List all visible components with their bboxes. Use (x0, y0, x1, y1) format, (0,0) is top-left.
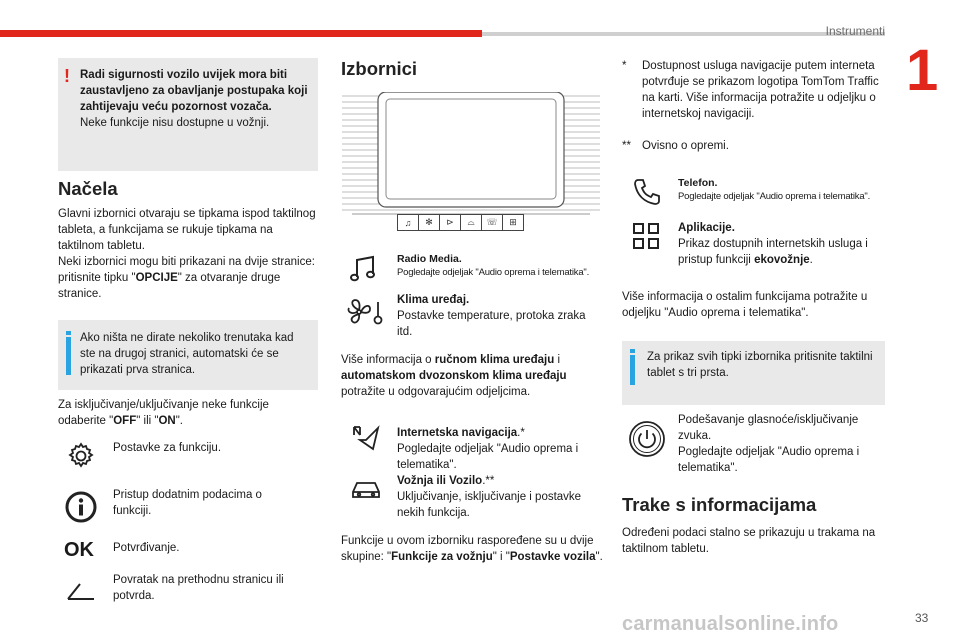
groups-mid: " i " (492, 551, 510, 563)
back-arrow-icon (64, 578, 96, 604)
header-red-bar (0, 30, 482, 37)
nav-sup: .* (517, 427, 525, 439)
klima-more-manual: ručnom klima uređaju (434, 354, 555, 366)
screen-nav-button: ⊳ (439, 214, 461, 231)
screen-car-button: ⌓ (460, 214, 482, 231)
section-name: Instrumenti (825, 24, 885, 38)
info-label: Pristup dodatnim podacima o funkciji. (113, 489, 262, 517)
vozilo-sup: .** (482, 475, 495, 487)
aplikacije-desc-end: . (809, 254, 813, 266)
note-star2-mark: ** (622, 140, 631, 152)
more-functions-text: Više informacija o ostalim funkcijama potražite u odjeljku "Audio oprema i telematika". (622, 291, 868, 319)
aplikacije-desc-a: Prikaz dostupnih internetskih usluga i pristup funkciji (678, 238, 868, 266)
izbornici-title: Izbornici (341, 58, 418, 79)
groups-end: ". (595, 551, 603, 563)
aplikacije-title: Aplikacije. (678, 222, 735, 234)
info-circle-icon (64, 490, 98, 524)
radio-title: Radio Media. (397, 253, 462, 265)
navigation-arrow-icon (351, 424, 381, 452)
klima-more-mid: i (554, 354, 561, 366)
nacela-para2-a: Neki izbornici mogu biti prikazani na dvije stranice: pritisnite tipku " (58, 256, 315, 284)
nav-title: Internetska navigacija (397, 427, 518, 439)
klima-desc: Postavke temperature, protoka zraka itd. (397, 310, 586, 338)
telefon-block (678, 176, 893, 203)
phone-icon (632, 177, 662, 207)
climate-fan-icon (346, 297, 386, 327)
volume-block (678, 412, 883, 476)
note-star2: Ovisno o opremi. (642, 140, 729, 152)
page-number: 33 (915, 611, 929, 625)
warning-normal: Neke funkcije nisu dostupne u vožnji. (80, 117, 270, 129)
vozilo-desc: Uključivanje, isključivanje i postavke nekih funkcija. (397, 491, 582, 519)
aplikacije-block (678, 220, 888, 268)
radio-desc: Pogledajte odjeljak "Audio oprema i telematika". (397, 267, 590, 278)
trake-title: Trake s informacijama (622, 494, 817, 515)
volume-desc2: Pogledajte odjeljak "Audio oprema i telematika". (678, 446, 860, 474)
telefon-desc: Pogledajte odjeljak "Audio oprema i telematika". (678, 191, 871, 202)
screen-apps-button: ⊞ (502, 214, 524, 231)
groups-a: Funkcije u ovom izborniku raspoređene su u dvije skupine: " (341, 535, 594, 563)
screen-button-row (397, 214, 523, 231)
klima-more-info (341, 352, 609, 400)
vozilo-block (397, 473, 607, 521)
ok-label: Potvrđivanje. (113, 542, 180, 554)
radio-block (397, 252, 612, 279)
klima-more-a: Više informacija o (341, 354, 435, 366)
klima-title: Klima uređaj. (397, 294, 470, 306)
warning-bold: Radi sigurnosti vozilo uvijek mora biti zaustavljeno za obavljanje postupaka koji zahtijevaju veću pozornost vozača. (80, 69, 308, 113)
klima-more-auto: automatskom dvozonskom klima uređaju (341, 370, 567, 382)
info-box-2 (622, 341, 885, 405)
settings-label: Postavke za funkciju. (113, 442, 222, 454)
klima-block (397, 292, 597, 340)
screen-music-button: ♫ (397, 214, 419, 231)
info-icon-2 (630, 355, 635, 385)
warning-icon: ! (64, 66, 70, 86)
nacela-para2-b: " za otvaranje druge stranice. (58, 272, 281, 300)
info-box-1 (58, 320, 318, 390)
car-icon (349, 478, 383, 500)
nacela-title: Načela (58, 178, 118, 199)
klima-more-end: potražite u odgovarajućim odjeljcima. (341, 386, 531, 398)
music-note-icon (348, 254, 378, 284)
back-label: Povratak na prethodnu stranicu ili potvrda. (113, 574, 284, 602)
power-knob-icon (628, 420, 666, 458)
onoff-text (58, 397, 320, 429)
watermark: carmanualsonline.info (622, 613, 839, 635)
note-star1-mark: * (622, 60, 627, 72)
onoff-on: ON (158, 415, 176, 427)
groups-driving: Funkcije za vožnju (391, 551, 493, 563)
groups-vehicle: Postavke vozila (509, 551, 596, 563)
info-box-2-text: Za prikaz svih tipki izbornika pritisnite taktilni tablet s tri prsta. (647, 351, 873, 379)
screen-climate-button: ✻ (418, 214, 440, 231)
ok-icon: OK (64, 539, 94, 561)
warning-text (80, 67, 314, 131)
screen-phone-button: ☏ (481, 214, 503, 231)
volume-desc1: Podešavanje glasnoće/isključivanje zvuka. (678, 414, 859, 442)
telefon-title: Telefon. (678, 177, 718, 189)
groups-text (341, 533, 609, 565)
nacela-text (58, 206, 320, 302)
nav-desc: Pogledajte odjeljak "Audio oprema i telematika". (397, 443, 579, 471)
info-icon (66, 337, 71, 375)
touchscreen-illustration (342, 92, 600, 232)
nacela-para1: Glavni izbornici otvaraju se tipkama ispod taktilnog tableta, a funkcijama se rukuje tipkama na taktilnom tabletu. (58, 208, 316, 252)
info-box-1-text: Ako ništa ne dirate nekoliko trenutaka kad ste na drugoj stranici, automatski će se prikazati prva stranica. (80, 332, 294, 376)
warning-box (58, 58, 318, 171)
aplikacije-ekovoznja: ekovožnje (754, 254, 810, 266)
settings-gear-icon (64, 439, 98, 473)
apps-grid-icon (632, 222, 660, 250)
trake-text: Određeni podaci stalno se prikazuju u trakama na taktilnom tabletu. (622, 527, 876, 555)
header-grey-bar (482, 32, 885, 36)
nacela-opcije: OPCIJE (135, 272, 178, 284)
onoff-off: OFF (113, 415, 137, 427)
onoff-a: Za isključivanje/uključivanje neke funkcije odaberite " (58, 399, 269, 427)
nav-block (397, 425, 602, 473)
onoff-mid: " ili " (136, 415, 159, 427)
onoff-end: ". (175, 415, 183, 427)
chapter-number: 1 (906, 38, 939, 103)
vozilo-title: Vožnja ili Vozilo (397, 475, 483, 487)
note-star1: Dostupnost usluga navigacije putem interneta potvrđuje se prikazom logotipa TomTom Traffic na karti. Više informacija potražite u odjeljku o internetskoj navigaciji. (642, 60, 879, 120)
